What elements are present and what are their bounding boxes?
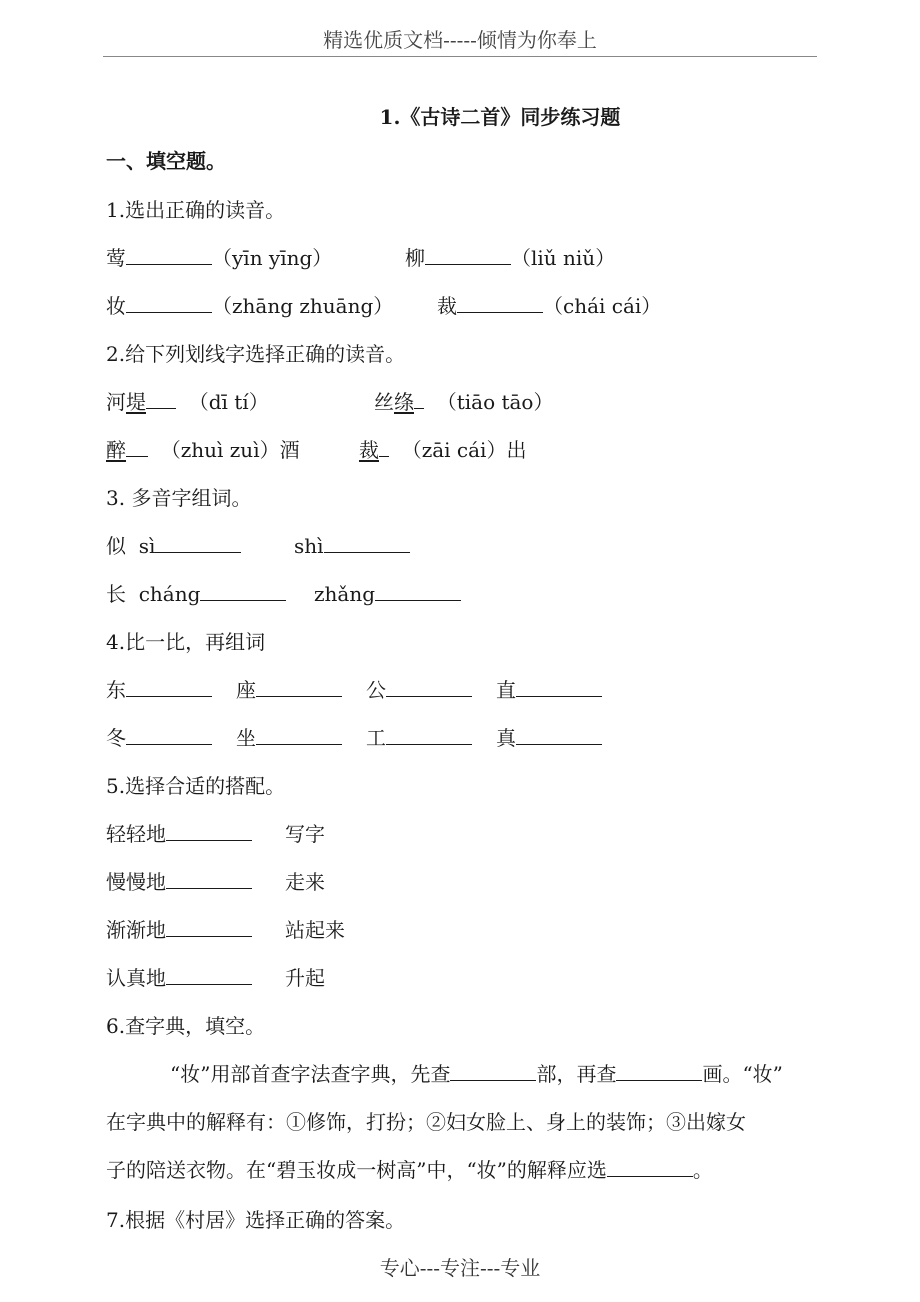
- answer-blank[interactable]: [126, 676, 212, 697]
- answer-blank[interactable]: [457, 292, 543, 313]
- q6-paragraph: [106, 1050, 816, 1194]
- q6-text: 部，再查: [536, 1062, 617, 1086]
- answer-blank[interactable]: [126, 292, 212, 313]
- answer-blank[interactable]: [425, 244, 511, 265]
- answer-blank[interactable]: [414, 388, 424, 409]
- answer-blank[interactable]: [166, 964, 252, 985]
- q5-right-item: 升起: [285, 966, 325, 990]
- answer-blank[interactable]: [200, 580, 286, 601]
- q1-r2a-options: （zhāng zhuāng）: [212, 294, 394, 318]
- q7-label: 7.根据《村居》选择正确的答案。: [106, 1208, 406, 1232]
- q5-label: 5.选择合适的搭配。: [106, 774, 286, 798]
- answer-blank[interactable]: [126, 436, 148, 457]
- q4-row1-c1: [106, 676, 212, 704]
- q4-row2-c4: [496, 724, 602, 752]
- q2-item-c: [106, 436, 300, 464]
- answer-blank[interactable]: [386, 724, 472, 745]
- answer-blank[interactable]: [126, 724, 212, 745]
- q3-row1: [106, 532, 241, 560]
- q4-row2-c1: [106, 724, 212, 752]
- exercise-title: 1.《古诗二首》同步练习题: [379, 105, 621, 129]
- answer-blank[interactable]: [516, 676, 602, 697]
- q5-left-text: 轻轻地: [106, 822, 166, 846]
- q4-char: 座: [236, 678, 256, 702]
- page-header: 精选优质文档-----倾情为你奉上: [323, 28, 597, 52]
- q1-r2b-char: 裁: [437, 294, 457, 318]
- section-heading: 一、填空题。: [106, 149, 226, 173]
- answer-blank[interactable]: [126, 244, 212, 265]
- q6-text: 。: [692, 1158, 713, 1182]
- q4-char: 公: [366, 678, 386, 702]
- q3-row2: [106, 580, 286, 608]
- q3-r1-reading-a: sì: [138, 534, 156, 558]
- answer-blank[interactable]: [375, 580, 461, 601]
- q2-item-b: [374, 388, 553, 416]
- q5-right-item: 写字: [285, 822, 325, 846]
- q3-r1-char: 似: [106, 534, 126, 558]
- q1-r1b-char: 柳: [405, 246, 425, 270]
- q6-label: 6.查字典，填空。: [106, 1014, 266, 1038]
- q1-r2a-char: 妆: [106, 294, 126, 318]
- q1-row1-b: [405, 244, 615, 272]
- answer-blank[interactable]: [166, 820, 252, 841]
- q5-left-text: 慢慢地: [106, 870, 166, 894]
- q6-line3: [106, 1146, 816, 1194]
- q5-right-item: 走来: [285, 870, 325, 894]
- answer-blank[interactable]: [166, 916, 252, 937]
- q5-right-item: 站起来: [285, 918, 345, 942]
- q2-a-underlined: 堤: [126, 390, 146, 414]
- q2-d-underlined: 裁: [359, 438, 379, 462]
- q2-b-underlined: 绦: [394, 390, 414, 414]
- q4-char: 直: [496, 678, 516, 702]
- q4-char: 东: [106, 678, 126, 702]
- q5-left-text: 认真地: [106, 966, 166, 990]
- q6-text: 子的陪送衣物。在“碧玉妆成一树高”中，“妆”的解释应选: [106, 1158, 607, 1182]
- q2-item-d: [359, 436, 526, 464]
- q1-r2b-options: （chái cái）: [543, 294, 662, 318]
- q6-line2: 在字典中的解释有：①修饰，打扮；②妇女脸上、身上的装饰；③出嫁女: [106, 1110, 746, 1134]
- q1-r1b-options: （liǔ niǔ）: [511, 246, 616, 270]
- q2-d-suffix: 出: [506, 438, 527, 462]
- q1-r1a-char: 莺: [106, 246, 126, 270]
- q3-r1-reading-b: shì: [294, 534, 324, 558]
- header-divider: [103, 56, 817, 57]
- answer-blank[interactable]: [155, 532, 241, 553]
- q2-b-prefix: 丝: [374, 390, 394, 414]
- q4-label: 4.比一比，再组词: [106, 630, 266, 654]
- q5-left-item: [106, 916, 252, 944]
- answer-blank[interactable]: [616, 1060, 702, 1081]
- answer-blank[interactable]: [146, 388, 176, 409]
- q4-char: 坐: [236, 726, 256, 750]
- answer-blank[interactable]: [450, 1060, 536, 1081]
- q1-row1: [106, 244, 332, 272]
- q4-char: 真: [496, 726, 516, 750]
- q6-text: 画。“妆”: [702, 1062, 783, 1086]
- q5-left-item: [106, 820, 252, 848]
- q1-r1a-options: （yīn yīng）: [212, 246, 333, 270]
- answer-blank[interactable]: [166, 868, 252, 889]
- q2-a-options: （dī tí）: [188, 390, 269, 414]
- answer-blank[interactable]: [386, 676, 472, 697]
- q2-a-prefix: 河: [106, 390, 126, 414]
- q1-row2: [106, 292, 393, 320]
- q3-r2-reading-a: cháng: [138, 582, 201, 606]
- q5-left-text: 渐渐地: [106, 918, 166, 942]
- q2-b-options: （tiāo tāo）: [436, 390, 554, 414]
- q2-d-options: （zāi cái）: [401, 438, 507, 462]
- q3-row1-b: [294, 532, 410, 560]
- answer-blank[interactable]: [256, 676, 342, 697]
- q1-label: 1.选出正确的读音。: [106, 198, 286, 222]
- q4-char: 冬: [106, 726, 126, 750]
- q4-row1-c3: [366, 676, 472, 704]
- q6-text: “妆”用部首查字法查字典，先查: [170, 1062, 451, 1086]
- q3-r2-reading-b: zhǎng: [314, 582, 376, 606]
- q2-c-suffix: 酒: [279, 438, 300, 462]
- q2-item-a: [106, 388, 269, 416]
- answer-blank[interactable]: [607, 1156, 693, 1177]
- q4-char: 工: [366, 726, 386, 750]
- q6-line1: [106, 1050, 816, 1098]
- answer-blank[interactable]: [324, 532, 410, 553]
- q4-row1-c2: [236, 676, 342, 704]
- q3-label: 3. 多音字组词。: [106, 486, 252, 510]
- answer-blank[interactable]: [516, 724, 602, 745]
- q4-row2-c3: [366, 724, 472, 752]
- answer-blank[interactable]: [379, 436, 389, 457]
- q3-r2-char: 长: [106, 582, 126, 606]
- q2-c-options: （zhuì zuì）: [160, 438, 280, 462]
- answer-blank[interactable]: [256, 724, 342, 745]
- q4-row1-c4: [496, 676, 602, 704]
- q2-c-underlined: 醉: [106, 438, 126, 462]
- q3-row2-b: [314, 580, 461, 608]
- q5-left-item: [106, 868, 252, 896]
- q2-label: 2.给下列划线字选择正确的读音。: [106, 342, 406, 366]
- q4-row2-c2: [236, 724, 342, 752]
- page-footer: 专心---专注---专业: [379, 1256, 541, 1280]
- q5-left-item: [106, 964, 252, 992]
- q1-row2-b: [437, 292, 661, 320]
